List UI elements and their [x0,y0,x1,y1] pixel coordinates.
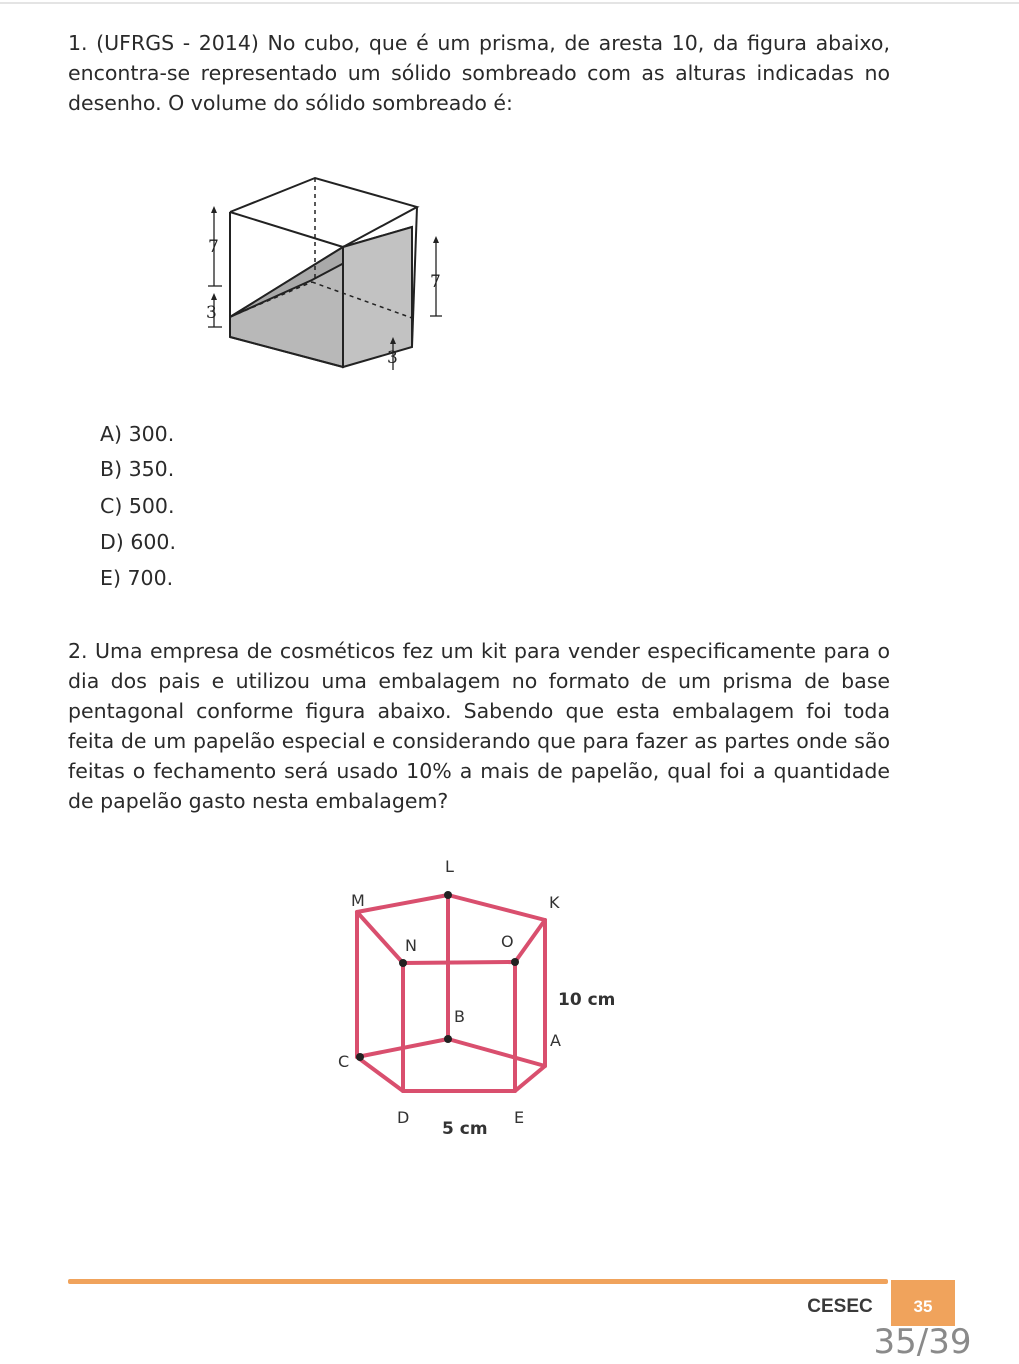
option-letter: A) [100,422,123,446]
label-n: N [405,936,417,955]
left-bottom-height-label: 3 [206,303,217,323]
label-m: M [351,891,365,910]
option-value: 700. [127,566,174,590]
left-top-height-label: 7 [208,237,219,257]
option-letter: E) [100,566,121,590]
footer-page-number: 35 [891,1280,955,1326]
height-label: 10 cm [558,990,616,1010]
label-k: K [549,893,560,912]
option-a[interactable] [100,420,174,448]
question-2-text: 2. Uma empresa de cosméticos fez um kit para vender especificamente para o dia dos pais e utilizou uma embalagem no formato de um prisma de base pentagonal conforme figura abaixo. Sabendo que esta embalagem foi toda feita de um papelão especial e considerando que para fazer as partes onde são feitas o fechamento será usado 10% a mais de papelão, qual foi a quantidade de papelão gasto nesta embalagem? [68,639,890,813]
pentagonal-prism-figure [320,850,640,1150]
label-a: A [550,1031,561,1050]
label-c: C [338,1052,350,1071]
option-value: 300. [128,422,175,446]
option-c[interactable] [100,492,175,520]
footer-brand: CESEC [807,1296,873,1317]
vertex-l [444,891,452,899]
side-label: 5 cm [442,1119,488,1139]
label-e: E [514,1108,525,1127]
label-b: B [454,1007,465,1026]
vertex-n [399,959,407,967]
option-letter: C) [100,494,123,518]
top-rule [0,2,1019,4]
option-value: 500. [128,494,175,518]
cube-figure [200,170,450,378]
vertex-c [356,1053,364,1061]
option-b[interactable] [100,455,174,483]
option-letter: B) [100,457,123,481]
right-bottom-height-label: 3 [387,348,398,368]
vertex-b [444,1035,452,1043]
option-value: 600. [130,530,176,554]
label-l: L [445,857,454,876]
top-base-edges [357,895,545,963]
vertex-o [511,958,519,966]
label-d: D [397,1108,410,1127]
option-value: 350. [128,457,175,481]
footer-divider [68,1279,888,1284]
page-counter: 35/39 [873,1322,972,1362]
option-e[interactable] [100,564,173,592]
question-1-text: 1. (UFRGS - 2014) No cubo, que é um prisma, de aresta 10, da figura abaixo, encontra-se representado um sólido sombreado com as alturas indicadas no desenho. O volume do sólido sombreado é: [68,31,890,115]
right-top-height-label: 7 [430,272,441,292]
option-letter: D) [100,530,124,554]
option-d[interactable] [100,528,176,556]
label-o: O [501,932,514,951]
